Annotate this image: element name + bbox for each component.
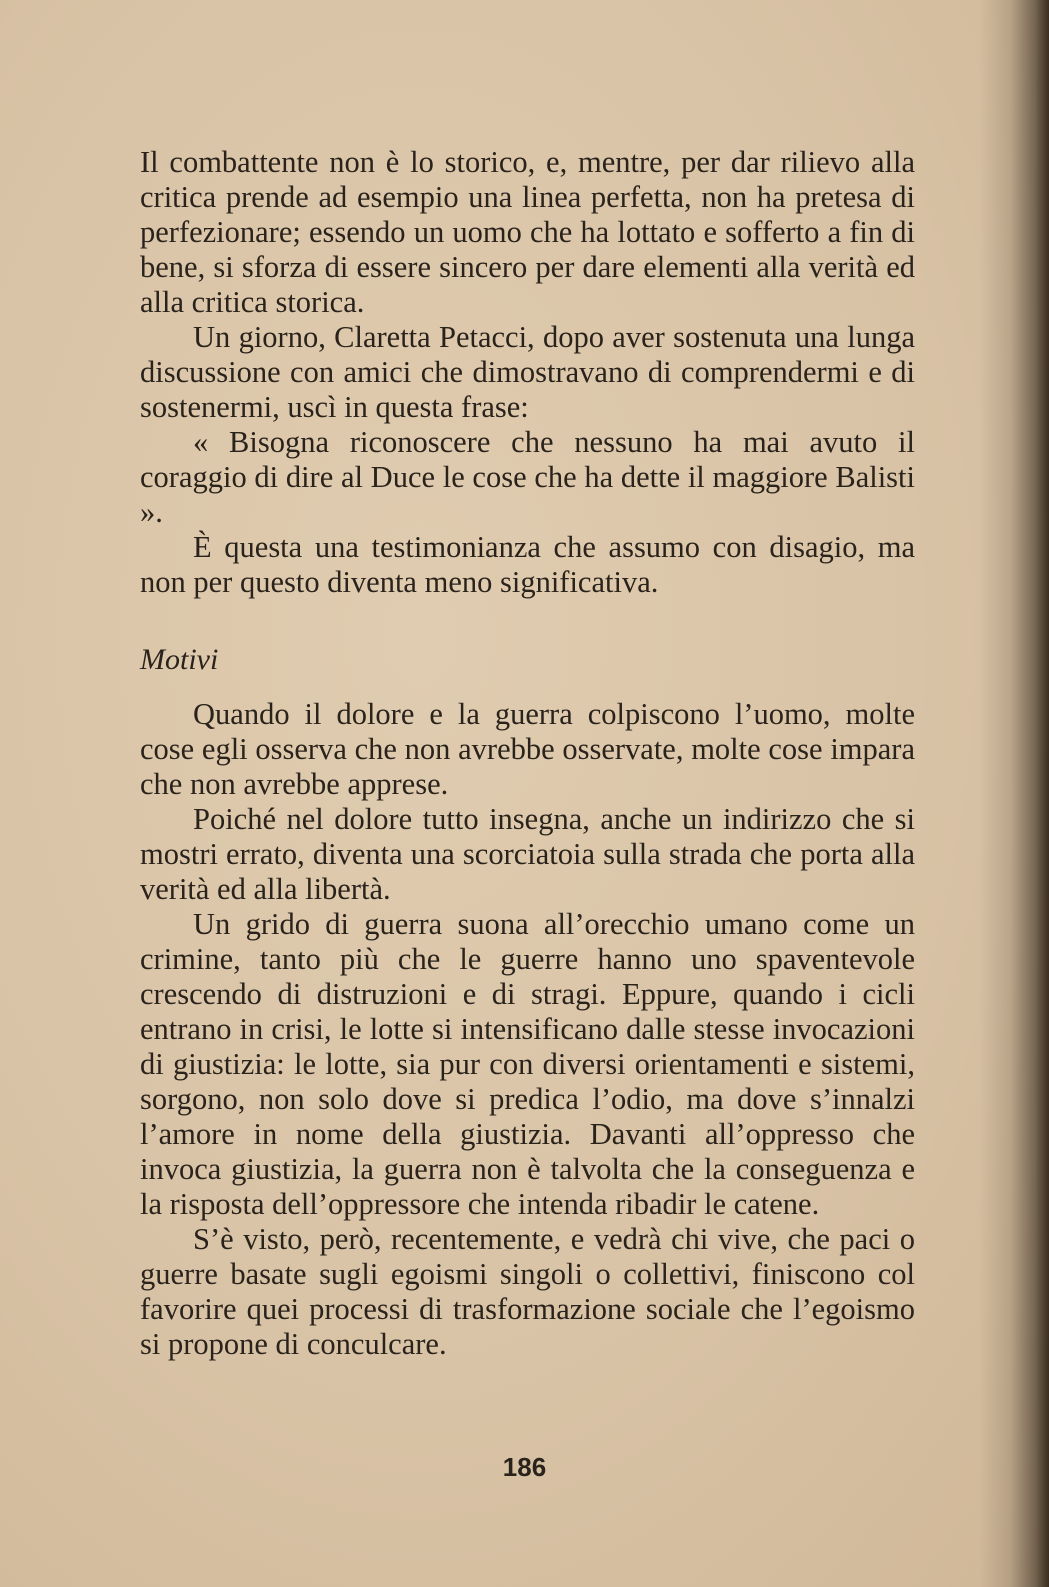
paragraph-1: Il combattente non è lo storico, e, mentre, per dar rilievo alla critica prende ad esempio una linea perfetta, non ha pretesa di perfezionare; essendo un uomo che ha lottato e sofferto a fin di bene, si sforza di essere sincero per dare elementi alla verità ed alla critica storica. (140, 145, 915, 319)
paragraph-8: S’è visto, però, recentemente, e vedrà chi vive, che paci o guerre basate sugli egoismi singoli o collettivi, finiscono col favorire quei processi di trasformazione sociale che l’egoismo si propone di conculcare. (140, 1222, 915, 1361)
paragraph-4: È questa una testimonianza che assumo con disagio, ma non per questo diventa meno significativa. (140, 530, 915, 599)
book-spine-shadow (979, 0, 1049, 1587)
page-number: 186 (502, 1452, 547, 1482)
section-title: Motivi (140, 643, 219, 676)
paragraph-5: Quando il dolore e la guerra colpiscono l’uomo, molte cose egli osserva che non avrebbe osservate, molte cose impara che non avrebbe apprese. (140, 697, 915, 801)
paragraph-2: Un giorno, Claretta Petacci, dopo aver sostenuta una lunga discussione con amici che dimostravano di comprendermi e di sostenermi, uscì in questa frase: (140, 320, 915, 424)
paragraph-6: Poiché nel dolore tutto insegna, anche un indirizzo che si mostri errato, diventa una scorciatoia sulla strada che porta alla verità ed alla libertà. (140, 802, 915, 906)
body-text (140, 145, 915, 1362)
paragraph-7: Un grido di guerra suona all’orecchio umano come un crimine, tanto più che le guerre hanno uno spaventevole crescendo di distruzioni e di stragi. Eppure, quando i cicli entrano in crisi, le lotte si intensificano dalle stesse invocazioni di giustizia: le lotte, sia pur con diversi orientamenti e sistemi, sorgono, non solo dove si predica l’odio, ma dove s’innalzi l’amore in nome della giustizia. Davanti all’oppresso che invoca giustizia, la guerra non è talvolta che la conseguenza e la risposta dell’oppressore che intenda ribadir le catene. (140, 907, 915, 1221)
paragraph-3-quote: « Bisogna riconoscere che nessuno ha mai avuto il coraggio di dire al Duce le cose che ha dette il maggiore Balisti ». (140, 425, 915, 529)
